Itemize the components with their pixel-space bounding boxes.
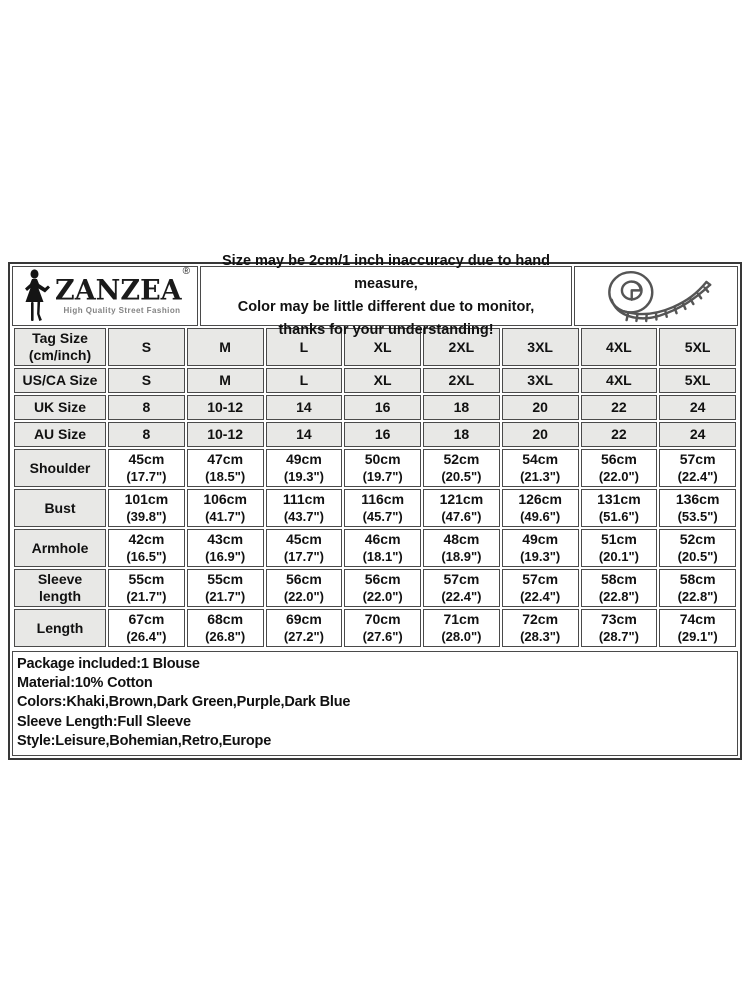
size-value-cm: 70cm — [364, 611, 401, 627]
size-value-cm: 51cm — [600, 531, 637, 547]
size-value-cm: 14 — [296, 399, 312, 415]
brand-tagline: High Quality Street Fashion — [63, 306, 181, 315]
size-value-inch: (28.3") — [520, 629, 561, 644]
size-value-inch: (21.3") — [520, 469, 561, 484]
row-label-line: Bust — [44, 499, 76, 516]
row-label-line: Armhole — [31, 539, 89, 556]
size-chart-sheet — [8, 253, 742, 760]
size-cell — [659, 422, 736, 447]
size-cell — [187, 569, 264, 607]
size-value-cm: 101cm — [124, 491, 169, 507]
size-cell — [659, 368, 736, 393]
size-value-inch: (47.6") — [441, 509, 482, 524]
size-cell — [581, 529, 658, 567]
size-value-inch: (45.7") — [362, 509, 403, 524]
row-label-line: UK Size — [33, 399, 87, 415]
size-cell — [344, 422, 421, 447]
size-value-cm: 116cm — [361, 491, 405, 507]
size-cell — [581, 395, 658, 420]
size-value-cm: 52cm — [443, 451, 480, 467]
size-value-cm: 73cm — [600, 611, 637, 627]
size-value-inch: (41.7") — [205, 509, 246, 524]
size-value-inch: (20.1") — [598, 549, 639, 564]
size-cell — [502, 422, 579, 447]
size-value-cm: 58cm — [679, 571, 716, 587]
size-value-cm: 5XL — [684, 338, 711, 355]
size-cell — [581, 569, 658, 607]
size-cell — [344, 449, 421, 487]
size-cell — [659, 609, 736, 647]
size-value-cm: 57cm — [679, 451, 716, 467]
size-value-cm: 3XL — [527, 372, 553, 388]
row-label-line: Tag Size — [32, 330, 88, 346]
size-value-cm: 121cm — [439, 491, 484, 507]
size-table-row — [14, 529, 736, 567]
size-cell — [423, 422, 500, 447]
size-value-inch: (22.0") — [362, 589, 403, 604]
size-value-cm: 24 — [689, 399, 706, 415]
size-cell — [502, 489, 579, 527]
size-cell — [502, 529, 579, 567]
size-value-cm: XL — [373, 338, 392, 355]
size-value-cm: 20 — [532, 426, 548, 442]
size-cell — [659, 569, 736, 607]
size-value-cm: 2XL — [448, 338, 475, 355]
product-info-line: Style:Leisure,Bohemian,Retro,Europe — [17, 732, 272, 749]
size-value-inch: (27.6") — [362, 629, 403, 644]
size-cell — [659, 395, 736, 420]
size-cell — [344, 529, 421, 567]
size-value-cm: 3XL — [527, 338, 553, 355]
size-value-cm: 111cm — [282, 491, 325, 507]
size-value-cm: M — [219, 338, 231, 355]
size-value-cm: 56cm — [364, 571, 401, 587]
size-table-row — [14, 569, 736, 607]
size-value-inch: (26.8") — [205, 629, 246, 644]
size-cell — [502, 368, 579, 393]
size-cell — [187, 368, 264, 393]
size-value-inch: (16.5") — [126, 549, 167, 564]
size-value-cm: 49cm — [285, 451, 322, 467]
notice-line: Size may be 2cm/1 inch inaccuracy due to hand measure, — [222, 253, 550, 292]
size-value-cm: 8 — [142, 426, 151, 442]
size-value-cm: 67cm — [128, 611, 165, 627]
size-value-cm: 42cm — [128, 531, 165, 547]
row-label — [14, 489, 106, 527]
size-cell — [423, 609, 500, 647]
size-value-inch: (39.8") — [126, 509, 167, 524]
size-table-row — [14, 395, 736, 420]
size-cell — [187, 449, 264, 487]
size-cell — [502, 395, 579, 420]
size-value-cm: 56cm — [285, 571, 322, 587]
size-value-cm: L — [299, 372, 309, 388]
size-cell — [659, 489, 736, 527]
size-cell — [266, 449, 343, 487]
row-label — [14, 395, 106, 420]
size-value-cm: 24 — [689, 426, 706, 442]
size-value-cm: 69cm — [285, 611, 322, 627]
size-value-cm: 45cm — [128, 451, 165, 467]
size-cell — [266, 489, 343, 527]
size-table-row — [14, 489, 736, 527]
size-value-cm: 131cm — [597, 491, 641, 507]
row-label — [14, 569, 106, 607]
size-value-cm: 5XL — [684, 372, 711, 388]
size-value-cm: S — [141, 338, 152, 355]
size-cell — [187, 422, 264, 447]
size-value-cm: S — [141, 372, 152, 388]
size-notice — [200, 253, 572, 338]
notice-line: thanks for your understanding! — [278, 322, 494, 338]
size-cell — [266, 422, 343, 447]
size-value-inch: (21.7") — [205, 589, 246, 604]
size-value-inch: (19.3") — [520, 549, 561, 564]
size-table-row — [14, 449, 736, 487]
size-cell — [423, 449, 500, 487]
size-value-cm: 54cm — [522, 451, 559, 467]
size-value-cm: 71cm — [443, 611, 480, 627]
size-value-cm: 45cm — [285, 531, 322, 547]
size-value-cm: 74cm — [679, 611, 716, 627]
row-label-line: US/CA Size — [22, 372, 98, 388]
size-value-cm: 14 — [296, 426, 312, 442]
size-value-cm: 16 — [374, 426, 391, 442]
row-label — [14, 328, 106, 366]
tape-cell — [574, 266, 738, 326]
size-cell — [108, 395, 185, 420]
size-value-inch: (18.9") — [441, 549, 482, 564]
size-table — [12, 326, 738, 649]
size-value-inch: (20.5") — [441, 469, 482, 484]
product-info — [12, 651, 738, 756]
row-label-line: Sleeve length — [37, 571, 83, 604]
size-value-inch: (28.0") — [441, 629, 482, 644]
size-cell — [502, 328, 579, 366]
size-value-cm: 18 — [453, 426, 470, 442]
size-value-cm: 10-12 — [207, 426, 244, 442]
size-value-cm: 43cm — [207, 531, 244, 547]
size-value-inch: (53.5") — [677, 509, 718, 524]
size-value-cm: 52cm — [679, 531, 716, 547]
row-label — [14, 449, 106, 487]
row-label — [14, 368, 106, 393]
size-value-cm: 4XL — [606, 372, 632, 388]
size-cell — [344, 489, 421, 527]
size-value-cm: 8 — [142, 399, 151, 415]
size-value-inch: (26.4") — [126, 629, 167, 644]
size-value-cm: 47cm — [207, 451, 244, 467]
brand-logo — [12, 266, 198, 326]
size-value-cm: 57cm — [443, 571, 480, 587]
notice-line: Color may be little different due to monitor, — [237, 299, 535, 315]
size-cell — [187, 395, 264, 420]
row-label-line: (cm/inch) — [28, 347, 92, 363]
size-value-cm: 18 — [453, 399, 470, 415]
size-value-inch: (17.7") — [126, 469, 167, 484]
size-value-inch: (51.6") — [598, 509, 639, 524]
size-value-inch: (21.7") — [126, 589, 167, 604]
size-cell — [187, 529, 264, 567]
size-cell — [581, 422, 658, 447]
size-value-cm: 57cm — [522, 571, 559, 587]
size-cell — [581, 609, 658, 647]
row-label — [14, 609, 106, 647]
woman-silhouette-icon — [21, 269, 53, 323]
size-cell — [266, 609, 343, 647]
row-label-line: AU Size — [33, 426, 87, 442]
size-value-cm: 46cm — [364, 531, 401, 547]
size-cell — [266, 368, 343, 393]
size-cell — [108, 569, 185, 607]
size-value-inch: (18.1") — [362, 549, 403, 564]
size-cell — [502, 609, 579, 647]
size-value-cm: 4XL — [606, 338, 632, 355]
size-value-inch: (22.8") — [677, 589, 718, 604]
size-cell — [108, 489, 185, 527]
size-value-cm: 56cm — [600, 451, 637, 467]
size-cell — [423, 529, 500, 567]
size-cell — [108, 529, 185, 567]
size-cell — [108, 328, 185, 366]
size-cell — [108, 422, 185, 447]
size-cell — [581, 449, 658, 487]
size-cell — [344, 609, 421, 647]
size-value-inch: (22.4") — [520, 589, 561, 604]
size-value-cm: 106cm — [203, 491, 247, 507]
size-value-inch: (18.5") — [205, 469, 246, 484]
size-cell — [266, 529, 343, 567]
size-value-cm: 20 — [532, 399, 548, 415]
size-cell — [502, 569, 579, 607]
size-value-cm: 16 — [374, 399, 391, 415]
size-value-cm: 48cm — [443, 531, 480, 547]
size-value-cm: XL — [373, 372, 392, 388]
size-value-cm: 10-12 — [207, 399, 244, 415]
size-cell — [581, 368, 658, 393]
size-value-inch: (22.8") — [598, 589, 639, 604]
size-value-inch: (20.5") — [677, 549, 718, 564]
size-cell — [581, 489, 658, 527]
row-label-line: Length — [36, 619, 84, 636]
size-cell — [423, 368, 500, 393]
size-value-cm: 22 — [611, 426, 627, 442]
size-value-cm: 72cm — [522, 611, 559, 627]
size-cell — [344, 395, 421, 420]
size-value-cm: 58cm — [600, 571, 637, 587]
size-cell — [266, 395, 343, 420]
size-cell — [502, 449, 579, 487]
size-value-inch: (29.1") — [677, 629, 718, 644]
size-value-inch: (17.7") — [283, 549, 324, 564]
size-value-inch: (22.0") — [598, 469, 639, 484]
size-table-row — [14, 422, 736, 447]
logo-text — [55, 265, 190, 315]
size-value-inch: (49.6") — [520, 509, 561, 524]
brand-name: ZANZEA® — [55, 265, 190, 307]
size-cell — [423, 489, 500, 527]
row-label-line: Shoulder — [29, 459, 91, 476]
row-label — [14, 422, 106, 447]
product-info-line: Material:10% Cotton — [17, 675, 153, 692]
measuring-tape-icon — [592, 268, 720, 324]
size-value-inch: (19.3") — [283, 469, 324, 484]
size-value-inch: (19.7") — [362, 469, 403, 484]
product-info-line: Sleeve Length:Full Sleeve — [17, 713, 191, 730]
size-value-cm: 126cm — [518, 491, 562, 507]
size-cell — [108, 368, 185, 393]
size-cell — [187, 328, 264, 366]
size-value-cm: 2XL — [448, 372, 475, 388]
size-cell — [659, 328, 736, 366]
size-cell — [659, 449, 736, 487]
size-cell — [344, 368, 421, 393]
product-info-line: Package included:1 Blouse — [17, 656, 200, 672]
size-value-inch: (16.9") — [205, 549, 246, 564]
size-cell — [266, 569, 343, 607]
size-value-cm: 49cm — [522, 531, 559, 547]
size-value-inch: (22.0") — [283, 589, 324, 604]
size-cell — [187, 489, 264, 527]
registered-mark: ® — [182, 265, 190, 278]
size-value-inch: (28.7") — [598, 629, 639, 644]
size-value-cm: 55cm — [128, 571, 165, 587]
size-value-cm: 22 — [611, 399, 627, 415]
size-value-inch: (22.4") — [677, 469, 718, 484]
size-value-inch: (22.4") — [441, 589, 482, 604]
size-cell — [344, 569, 421, 607]
size-value-inch: (43.7") — [283, 509, 324, 524]
size-value-cm: M — [219, 372, 231, 388]
size-cell — [108, 609, 185, 647]
size-cell — [108, 449, 185, 487]
size-value-cm: 136cm — [675, 491, 720, 507]
size-value-cm: 55cm — [207, 571, 244, 587]
size-value-cm: L — [299, 338, 309, 355]
size-cell — [581, 328, 658, 366]
size-value-cm: 50cm — [364, 451, 401, 467]
size-table-row — [14, 609, 736, 647]
size-cell — [187, 609, 264, 647]
size-value-inch: (27.2") — [283, 629, 324, 644]
size-cell — [423, 569, 500, 607]
row-label — [14, 529, 106, 567]
size-cell — [659, 529, 736, 567]
product-info-line: Colors:Khaki,Brown,Dark Green,Purple,Dark Blue — [17, 694, 351, 711]
size-cell — [423, 395, 500, 420]
size-value-cm: 68cm — [207, 611, 244, 627]
size-table-row — [14, 368, 736, 393]
